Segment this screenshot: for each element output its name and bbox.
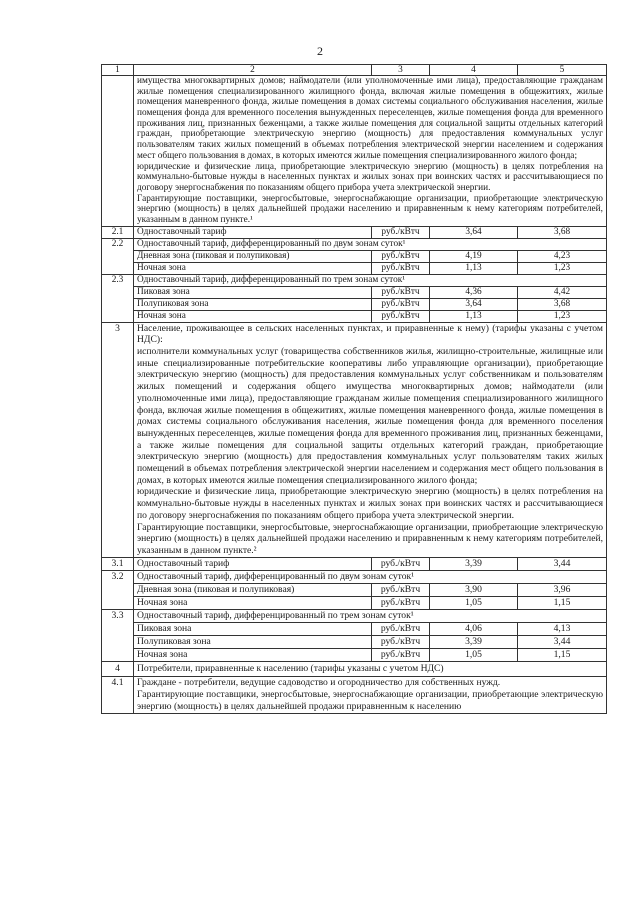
page-number: 2 bbox=[317, 44, 323, 58]
section-4-row: 4 Потребители, приравненные к населению (тарифы указаны с учетом НДС) bbox=[102, 661, 607, 676]
section-4-1-text: Граждане - потребители, ведущие садоводство и огородничество для собственных нужд. Гарантирующие поставщики, энергосбытовые, энергоснабжающие организации, приобретающие электрическую энергию (мощность) в целях дальнейшей продажи приравненным к населению bbox=[134, 676, 607, 714]
column-header: 3 bbox=[372, 65, 430, 76]
tariff-row-3-1: 3.1 Одноставочный тариф руб./кВтч 3,39 3,44 bbox=[102, 557, 607, 570]
tariff-table bbox=[101, 64, 607, 714]
tariff-row-3-2: 3.2 Одноставочный тариф, дифференцированный по двум зонам суток¹ bbox=[102, 570, 607, 583]
tariff-row: Пиковая зона руб./кВтч 4,06 4,13 bbox=[102, 622, 607, 635]
column-header-row bbox=[102, 65, 607, 76]
tariff-row: Полупиковая зона руб./кВтч 3,64 3,68 bbox=[102, 298, 607, 310]
column-header: 4 bbox=[430, 65, 518, 76]
tariff-row-2-2: 2.2 Одноставочный тариф, дифференцированный по двум зонам суток¹ bbox=[102, 238, 607, 250]
tariff-row-2-1: 2.1 Одноставочный тариф руб./кВтч 3,64 3,68 bbox=[102, 226, 607, 238]
section-2-continuation-row bbox=[102, 76, 607, 227]
tariff-row: Дневная зона (пиковая и полупиковая) руб./кВтч 4,19 4,23 bbox=[102, 250, 607, 262]
section-3-text: Население, проживающее в сельских населенных пунктах, и приравненные к нему) (тарифы указаны с учетом НДС): исполнители коммунальных услуг (товарищества собственников жилья, жилищно-строительные, жилищные или иные специализированные потребительские кооперативы либо управляющие организации), приобретающие электрическую энергию (мощность) для предоставления коммунальных услуг собственникам и пользователям жилых помещений и содержания общего имущества многоквартирных домов; наймодатели (или уполномоченные ими лица), предоставляющие гражданам жилые помещения специализированного жилищного фонда, включая жилые помещения в общежитиях, жилые помещения маневренного фонда, жилые помещения в домах системы социального обслуживания населения, жилые помещения фонда для временного поселения вынужденных переселенцев, жилые помещения фонда для временного проживания лиц, признанных беженцами, а также жилые помещения для социальной защиты отдельных категорий граждан, приобретающие электрическую энергию (мощность) для предоставления коммунальных услуг пользователям таких жилых помещений в объемах потребления электрической энергии населением и содержания мест общего пользования в домах, в которых имеются жилые помещения специализированного жилого фонда; юридические и физические лица, приобретающие электрическую энергию (мощность) в целях потребления на коммунально-бытовые нужды в населенных пунктах и жилых зонах при воинских частях и рассчитывающиеся по договору энергоснабжения по показаниям общего прибора учета электрической энергии. Гарантирующие поставщики, энергосбытовые, энергоснабжающие организации, приобретающие электрическую энергию (мощность) в целях дальнейшей продажи населению и приравненным к нему категориям потребителей, указанным в данном пункте.² bbox=[134, 322, 607, 557]
section-3-row: 3 Население, проживающее в сельских населенных пунктах, и приравненные к нему) (тарифы указаны с учетом НДС): исполнители коммунальных услуг (товарищества собственников жилья, жилищно-строительные, жилищные или иные специализированные потребительские кооперативы либо управляющие организации), приобретающие электрическую энергию (мощность) для предоставления коммунальных услуг собственникам и пользователям жилых помещений и содержания общего имущества многоквартирных домов; наймодатели (или уполномоченные ими лица), предоставляющие гражданам жилые помещения специализированного жилищного фонда, включая жилые помещения в общежитиях, жилые помещения маневренного фонда, жилые помещения в домах системы социального обслуживания населения, жилые помещения фонда для временного поселения вынужденных переселенцев, жилые помещения фонда для временного проживания лиц, признанных беженцами, а также жилые помещения для социальной защиты отдельных категорий граждан, приобретающие электрическую энергию (мощность) для предоставления коммунальных услуг пользователям таких жилых помещений в объемах потребления электрической энергии населением и содержания мест общего пользования в домах, в которых имеются жилые помещения специализированного жилого фонда; юридические и физические лица, приобретающие электрическую энергию (мощность) в целях потребления на коммунально-бытовые нужды в населенных пунктах и жилых зонах при воинских частях и рассчитывающиеся по договору энергоснабжения по показаниям общего прибора учета электрической энергии. Гарантирующие поставщики, энергосбытовые, энергоснабжающие организации, приобретающие электрическую энергию (мощность) в целях дальнейшей продажи населению и приравненным к нему категориям потребителей, указанным в данном пункте.² bbox=[102, 322, 607, 557]
tariff-row-3-3: 3.3 Одноставочный тариф, дифференцированный по трем зонам суток¹ bbox=[102, 609, 607, 622]
tariff-row: Дневная зона (пиковая и полупиковая) руб./кВтч 3,90 3,96 bbox=[102, 583, 607, 596]
tariff-row: Пиковая зона руб./кВтч 4,36 4,42 bbox=[102, 286, 607, 298]
column-header: 1 bbox=[102, 65, 134, 76]
tariff-row: Ночная зона руб./кВтч 1,05 1,15 bbox=[102, 648, 607, 661]
column-header: 5 bbox=[518, 65, 607, 76]
tariff-row: Ночная зона руб./кВтч 1,05 1,15 bbox=[102, 596, 607, 609]
tariff-row-2-3: 2.3 Одноставочный тариф, дифференцированный по трем зонам суток¹ bbox=[102, 274, 607, 286]
section-4-1-row: 4.1 Граждане - потребители, ведущие садоводство и огородничество для собственных нужд. Гарантирующие поставщики, энергосбытовые, энергоснабжающие организации, приобретающие электрическую энергию (мощность) в целях дальнейшей продажи приравненным к населению bbox=[102, 676, 607, 714]
section-2-text: имущества многоквартирных домов; наймодатели (или уполномоченные ими лица), предоставляющие гражданам жилые помещения специализированного жилищного фонда, включая жилые помещения в общежитиях, жилые помещения маневренного фонда, жилые помещения в домах системы социального обслуживания населения, жилые помещения фонда для временного поселения вынужденных переселенцев, жилые помещения фонда для временного проживания лиц, признанных беженцами, а также жилые помещения для социальной защиты отдельных категорий граждан, приобретающие электрическую энергию (мощность) для предоставления коммунальных услуг пользователям таких жилых помещений в объемах потребления электрической энергии населением и содержания мест общего пользования в домах, в которых имеются жилые помещения специализированного жилого фонда; юридические и физические лица, приобретающие электрическую энергию (мощность) в целях потребления на коммунально-бытовые нужды в населенных пунктах и жилых зонах при воинских частях и рассчитывающиеся по договору энергоснабжения по показаниям общего прибора учета электрической энергии. Гарантирующие поставщики, энергосбытовые, энергоснабжающие организации, приобретающие электрическую энергию (мощность) в целях дальнейшей продажи населению и приравненным к нему категориям потребителей, указанным в данном пункте.¹ bbox=[134, 76, 607, 227]
tariff-row: Ночная зона руб./кВтч 1,13 1,23 bbox=[102, 310, 607, 322]
tariff-row: Полупиковая зона руб./кВтч 3,39 3,44 bbox=[102, 635, 607, 648]
column-header: 2 bbox=[134, 65, 372, 76]
tariff-row: Ночная зона руб./кВтч 1,13 1,23 bbox=[102, 262, 607, 274]
